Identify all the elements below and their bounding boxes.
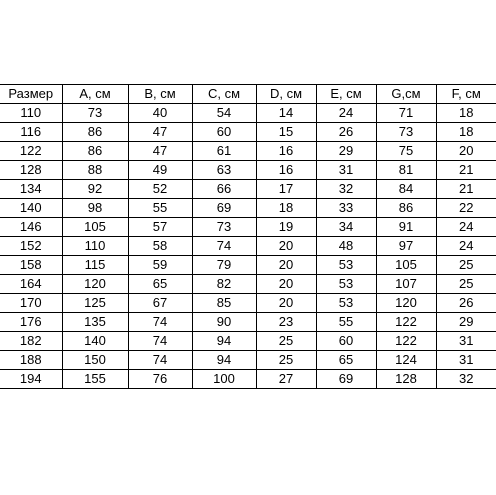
table-body — [0, 104, 496, 389]
table-row — [0, 199, 496, 218]
size-cell: 188 — [0, 351, 62, 370]
measurement-cell: 84 — [376, 180, 436, 199]
measurement-cell: 105 — [62, 218, 128, 237]
column-header: A, см — [62, 85, 128, 104]
measurement-cell: 16 — [256, 142, 316, 161]
measurement-cell: 94 — [192, 332, 256, 351]
table-row — [0, 237, 496, 256]
measurement-cell: 86 — [62, 123, 128, 142]
measurement-cell: 23 — [256, 313, 316, 332]
measurement-cell: 29 — [436, 313, 496, 332]
measurement-cell: 61 — [192, 142, 256, 161]
measurement-cell: 53 — [316, 294, 376, 313]
measurement-cell: 97 — [376, 237, 436, 256]
measurement-cell: 24 — [436, 218, 496, 237]
measurement-cell: 107 — [376, 275, 436, 294]
measurement-cell: 53 — [316, 256, 376, 275]
table-row — [0, 370, 496, 389]
measurement-cell: 69 — [192, 199, 256, 218]
measurement-cell: 60 — [316, 332, 376, 351]
measurement-cell: 26 — [316, 123, 376, 142]
measurement-cell: 122 — [376, 332, 436, 351]
measurement-cell: 18 — [436, 123, 496, 142]
size-cell: 110 — [0, 104, 62, 123]
table-row — [0, 294, 496, 313]
measurement-cell: 25 — [436, 256, 496, 275]
size-cell: 122 — [0, 142, 62, 161]
measurement-cell: 81 — [376, 161, 436, 180]
size-cell: 140 — [0, 199, 62, 218]
measurement-cell: 53 — [316, 275, 376, 294]
table-row — [0, 180, 496, 199]
measurement-cell: 98 — [62, 199, 128, 218]
measurement-cell: 105 — [376, 256, 436, 275]
measurement-cell: 85 — [192, 294, 256, 313]
table-row — [0, 275, 496, 294]
measurement-cell: 20 — [256, 294, 316, 313]
measurement-cell: 52 — [128, 180, 192, 199]
measurement-cell: 71 — [376, 104, 436, 123]
measurement-cell: 55 — [128, 199, 192, 218]
column-header: D, см — [256, 85, 316, 104]
measurement-cell: 22 — [436, 199, 496, 218]
measurement-cell: 150 — [62, 351, 128, 370]
measurement-cell: 14 — [256, 104, 316, 123]
measurement-cell: 20 — [256, 256, 316, 275]
measurement-cell: 49 — [128, 161, 192, 180]
measurement-cell: 55 — [316, 313, 376, 332]
measurement-cell: 94 — [192, 351, 256, 370]
measurement-cell: 120 — [376, 294, 436, 313]
measurement-cell: 73 — [376, 123, 436, 142]
column-header: C, см — [192, 85, 256, 104]
measurement-cell: 40 — [128, 104, 192, 123]
size-cell: 170 — [0, 294, 62, 313]
measurement-cell: 20 — [256, 275, 316, 294]
measurement-cell: 26 — [436, 294, 496, 313]
measurement-cell: 140 — [62, 332, 128, 351]
measurement-cell: 74 — [128, 313, 192, 332]
measurement-cell: 25 — [256, 351, 316, 370]
measurement-cell: 21 — [436, 180, 496, 199]
size-cell: 182 — [0, 332, 62, 351]
table-row — [0, 142, 496, 161]
table-row — [0, 256, 496, 275]
measurement-cell: 92 — [62, 180, 128, 199]
size-cell: 128 — [0, 161, 62, 180]
measurement-cell: 57 — [128, 218, 192, 237]
measurement-cell: 69 — [316, 370, 376, 389]
size-cell: 146 — [0, 218, 62, 237]
measurement-cell: 17 — [256, 180, 316, 199]
size-chart-table — [0, 84, 496, 389]
measurement-cell: 19 — [256, 218, 316, 237]
measurement-cell: 135 — [62, 313, 128, 332]
measurement-cell: 88 — [62, 161, 128, 180]
column-header: E, см — [316, 85, 376, 104]
measurement-cell: 18 — [256, 199, 316, 218]
measurement-cell: 74 — [128, 332, 192, 351]
size-cell: 134 — [0, 180, 62, 199]
table-row — [0, 104, 496, 123]
measurement-cell: 25 — [256, 332, 316, 351]
measurement-cell: 91 — [376, 218, 436, 237]
measurement-cell: 58 — [128, 237, 192, 256]
measurement-cell: 63 — [192, 161, 256, 180]
table-row — [0, 332, 496, 351]
header-row — [0, 85, 496, 104]
measurement-cell: 115 — [62, 256, 128, 275]
measurement-cell: 27 — [256, 370, 316, 389]
measurement-cell: 18 — [436, 104, 496, 123]
measurement-cell: 74 — [128, 351, 192, 370]
measurement-cell: 73 — [62, 104, 128, 123]
column-header: B, см — [128, 85, 192, 104]
table-row — [0, 161, 496, 180]
measurement-cell: 20 — [436, 142, 496, 161]
measurement-cell: 86 — [376, 199, 436, 218]
measurement-cell: 20 — [256, 237, 316, 256]
measurement-cell: 75 — [376, 142, 436, 161]
measurement-cell: 155 — [62, 370, 128, 389]
measurement-cell: 48 — [316, 237, 376, 256]
measurement-cell: 47 — [128, 142, 192, 161]
column-header: F, см — [436, 85, 496, 104]
measurement-cell: 21 — [436, 161, 496, 180]
size-cell: 158 — [0, 256, 62, 275]
measurement-cell: 29 — [316, 142, 376, 161]
column-header: G,см — [376, 85, 436, 104]
measurement-cell: 82 — [192, 275, 256, 294]
measurement-cell: 67 — [128, 294, 192, 313]
measurement-cell: 15 — [256, 123, 316, 142]
table-row — [0, 218, 496, 237]
measurement-cell: 32 — [436, 370, 496, 389]
measurement-cell: 125 — [62, 294, 128, 313]
size-cell: 176 — [0, 313, 62, 332]
table-row — [0, 313, 496, 332]
size-cell: 116 — [0, 123, 62, 142]
column-header: Размер — [0, 85, 62, 104]
measurement-cell: 33 — [316, 199, 376, 218]
measurement-cell: 24 — [436, 237, 496, 256]
measurement-cell: 66 — [192, 180, 256, 199]
measurement-cell: 47 — [128, 123, 192, 142]
measurement-cell: 120 — [62, 275, 128, 294]
measurement-cell: 31 — [436, 332, 496, 351]
measurement-cell: 122 — [376, 313, 436, 332]
measurement-cell: 59 — [128, 256, 192, 275]
measurement-cell: 124 — [376, 351, 436, 370]
measurement-cell: 31 — [436, 351, 496, 370]
measurement-cell: 32 — [316, 180, 376, 199]
measurement-cell: 110 — [62, 237, 128, 256]
measurement-cell: 25 — [436, 275, 496, 294]
measurement-cell: 31 — [316, 161, 376, 180]
measurement-cell: 128 — [376, 370, 436, 389]
size-cell: 164 — [0, 275, 62, 294]
table-row — [0, 351, 496, 370]
measurement-cell: 74 — [192, 237, 256, 256]
measurement-cell: 65 — [316, 351, 376, 370]
measurement-cell: 79 — [192, 256, 256, 275]
measurement-cell: 24 — [316, 104, 376, 123]
measurement-cell: 90 — [192, 313, 256, 332]
table-row — [0, 123, 496, 142]
measurement-cell: 86 — [62, 142, 128, 161]
measurement-cell: 16 — [256, 161, 316, 180]
measurement-cell: 34 — [316, 218, 376, 237]
measurement-cell: 60 — [192, 123, 256, 142]
size-cell: 152 — [0, 237, 62, 256]
measurement-cell: 65 — [128, 275, 192, 294]
measurement-cell: 54 — [192, 104, 256, 123]
size-cell: 194 — [0, 370, 62, 389]
measurement-cell: 73 — [192, 218, 256, 237]
measurement-cell: 100 — [192, 370, 256, 389]
measurement-cell: 76 — [128, 370, 192, 389]
